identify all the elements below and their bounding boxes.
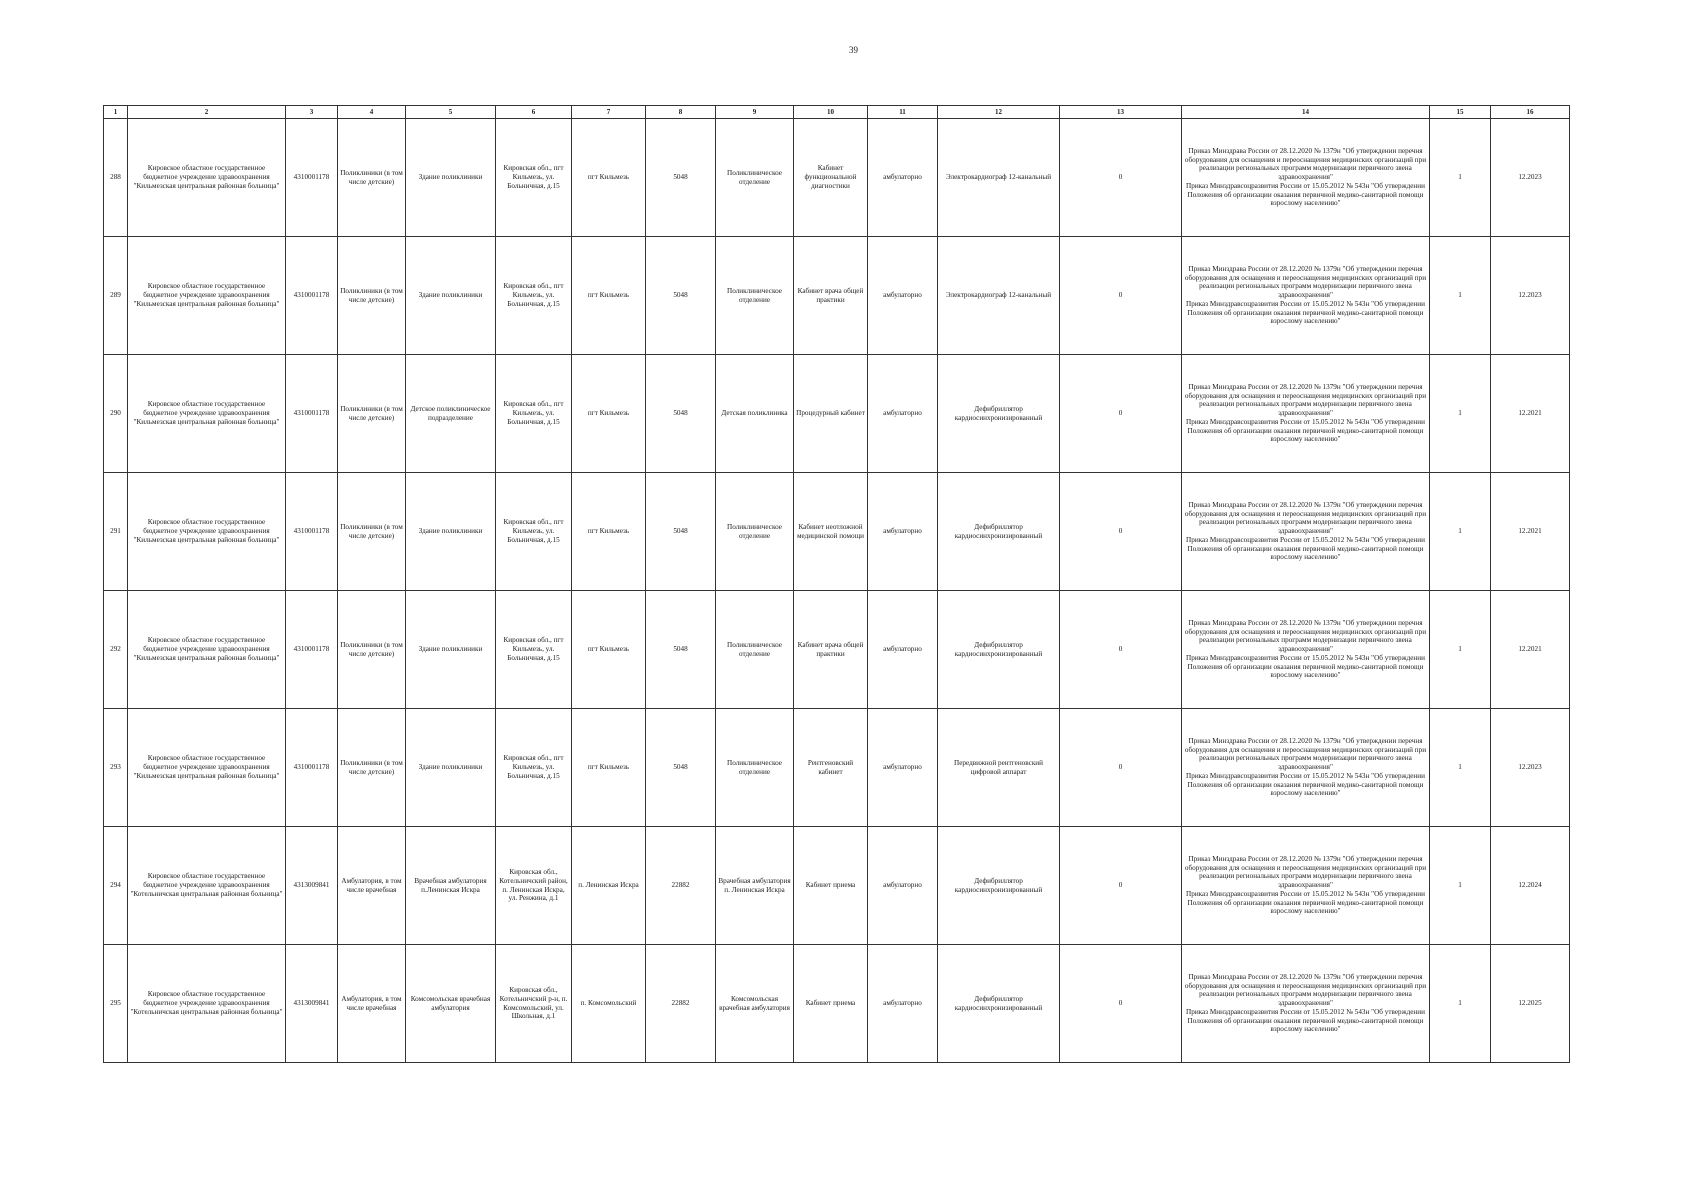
column-header-13: 13 <box>1060 106 1182 119</box>
department: Комсомольская врачебная амбулатория <box>716 945 794 1063</box>
delivery-date: 12.2023 <box>1491 709 1570 827</box>
delivery-date: 12.2023 <box>1491 119 1570 237</box>
equipment-name: Дефибриллятор кардиосинхронизированный <box>938 355 1060 473</box>
row-number: 291 <box>104 473 128 591</box>
facility-type: Поликлиники (в том числе детские) <box>338 591 406 709</box>
column-header-2: 2 <box>128 106 286 119</box>
inn-code: 4310001178 <box>286 709 338 827</box>
quantity: 1 <box>1430 355 1491 473</box>
facility-type: Поликлиники (в том числе детские) <box>338 119 406 237</box>
room: Кабинет врача общей практики <box>794 591 868 709</box>
legal-basis: Приказ Минздрава России от 28.12.2020 № 1379н "Об утверждении перечня оборудования для оснащения и переоснащения медицинских организаций при реализации региональных программ модернизации первичного звена здравоохранения" Приказ Минздравсоцразвития России от 15.05.2012 № 543н "Об утверждении Положения об организации оказания первичной медико-санитарной помощи взрослому населению" <box>1182 827 1430 945</box>
column-header-14: 14 <box>1182 106 1430 119</box>
building-name: Детское поликлиническое подразделение <box>406 355 496 473</box>
row-number: 292 <box>104 591 128 709</box>
header-row <box>104 106 1570 119</box>
settlement: пгт Кильмезь <box>572 709 646 827</box>
equipment-name: Электрокардиограф 12-канальный <box>938 237 1060 355</box>
quantity: 1 <box>1430 119 1491 237</box>
delivery-date: 12.2021 <box>1491 473 1570 591</box>
care-mode: амбулаторно <box>868 945 938 1063</box>
row-number: 294 <box>104 827 128 945</box>
equipment-name: Передвижной рентгеновский цифровой аппарат <box>938 709 1060 827</box>
table-row <box>104 827 1570 945</box>
legal-basis: Приказ Минздрава России от 28.12.2020 № 1379н "Об утверждении перечня оборудования для оснащения и переоснащения медицинских организаций при реализации региональных программ модернизации первичного звена здравоохранения" Приказ Минздравсоцразвития России от 15.05.2012 № 543н "Об утверждении Положения об организации оказания первичной медико-санитарной помощи взрослому населению" <box>1182 237 1430 355</box>
department: Детская поликлиника <box>716 355 794 473</box>
organization-name: Кировское областное государственное бюджетное учреждение здравоохранения "Кильмезская центральная районная больница" <box>128 709 286 827</box>
department: Поликлиническое отделение <box>716 709 794 827</box>
column-header-9: 9 <box>716 106 794 119</box>
building-name: Здание поликлиники <box>406 709 496 827</box>
column-header-11: 11 <box>868 106 938 119</box>
row-number: 295 <box>104 945 128 1063</box>
column-header-8: 8 <box>646 106 716 119</box>
population: 22882 <box>646 945 716 1063</box>
population: 5048 <box>646 591 716 709</box>
organization-name: Кировское областное государственное бюджетное учреждение здравоохранения "Кильмезская центральная районная больница" <box>128 591 286 709</box>
column-header-5: 5 <box>406 106 496 119</box>
quantity: 1 <box>1430 827 1491 945</box>
legal-basis: Приказ Минздрава России от 28.12.2020 № 1379н "Об утверждении перечня оборудования для оснащения и переоснащения медицинских организаций при реализации региональных программ модернизации первичного звена здравоохранения" Приказ Минздравсоцразвития России от 15.05.2012 № 543н "Об утверждении Положения об организации оказания первичной медико-санитарной помощи взрослому населению" <box>1182 709 1430 827</box>
available-count: 0 <box>1060 591 1182 709</box>
row-number: 293 <box>104 709 128 827</box>
row-number: 290 <box>104 355 128 473</box>
available-count: 0 <box>1060 119 1182 237</box>
department: Поликлиническое отделение <box>716 237 794 355</box>
quantity: 1 <box>1430 591 1491 709</box>
building-name: Здание поликлиники <box>406 473 496 591</box>
table-row <box>104 473 1570 591</box>
inn-code: 4310001178 <box>286 237 338 355</box>
room: Кабинет функциональной диагностики <box>794 119 868 237</box>
care-mode: амбулаторно <box>868 119 938 237</box>
row-number: 288 <box>104 119 128 237</box>
available-count: 0 <box>1060 355 1182 473</box>
column-header-15: 15 <box>1430 106 1491 119</box>
facility-type: Поликлиники (в том числе детские) <box>338 473 406 591</box>
settlement: пгт Кильмезь <box>572 591 646 709</box>
address: Кировская обл., Котельничский район, п. Ленинская Искра, ул. Ренжина, д.1 <box>496 827 572 945</box>
inn-code: 4313009841 <box>286 827 338 945</box>
column-header-6: 6 <box>496 106 572 119</box>
department: Поликлиническое отделение <box>716 119 794 237</box>
available-count: 0 <box>1060 827 1182 945</box>
quantity: 1 <box>1430 237 1491 355</box>
address: Кировская обл., пгт Кильмезь, ул. Больничная, д.15 <box>496 473 572 591</box>
table-row <box>104 237 1570 355</box>
facility-type: Амбулатория, в том числе врачебная <box>338 827 406 945</box>
facility-type: Поликлиники (в том числе детские) <box>338 355 406 473</box>
available-count: 0 <box>1060 709 1182 827</box>
equipment-table <box>103 105 1570 1063</box>
building-name: Врачебная амбулатория п.Ленинская Искра <box>406 827 496 945</box>
inn-code: 4313009841 <box>286 945 338 1063</box>
organization-name: Кировское областное государственное бюджетное учреждение здравоохранения "Котельничская центральная районная больница" <box>128 827 286 945</box>
quantity: 1 <box>1430 709 1491 827</box>
building-name: Комсомольская врачебная амбулатория <box>406 945 496 1063</box>
equipment-name: Дефибриллятор кардиосинхронизированный <box>938 591 1060 709</box>
room: Процедурный кабинет <box>794 355 868 473</box>
settlement: п. Комсомольский <box>572 945 646 1063</box>
room: Кабинет приема <box>794 827 868 945</box>
address: Кировская обл., пгт Кильмезь, ул. Больничная, д.15 <box>496 709 572 827</box>
care-mode: амбулаторно <box>868 473 938 591</box>
room: Кабинет приема <box>794 945 868 1063</box>
care-mode: амбулаторно <box>868 591 938 709</box>
building-name: Здание поликлиники <box>406 591 496 709</box>
settlement: п. Ленинская Искра <box>572 827 646 945</box>
legal-basis: Приказ Минздрава России от 28.12.2020 № 1379н "Об утверждении перечня оборудования для оснащения и переоснащения медицинских организаций при реализации региональных программ модернизации первичного звена здравоохранения" Приказ Минздравсоцразвития России от 15.05.2012 № 543н "Об утверждении Положения об организации оказания первичной медико-санитарной помощи взрослому населению" <box>1182 945 1430 1063</box>
care-mode: амбулаторно <box>868 355 938 473</box>
population: 5048 <box>646 237 716 355</box>
equipment-name: Дефибриллятор кардиосинхронизированный <box>938 945 1060 1063</box>
inn-code: 4310001178 <box>286 119 338 237</box>
legal-basis: Приказ Минздрава России от 28.12.2020 № 1379н "Об утверждении перечня оборудования для оснащения и переоснащения медицинских организаций при реализации региональных программ модернизации первичного звена здравоохранения" Приказ Минздравсоцразвития России от 15.05.2012 № 543н "Об утверждении Положения об организации оказания первичной медико-санитарной помощи взрослому населению" <box>1182 473 1430 591</box>
column-header-12: 12 <box>938 106 1060 119</box>
population: 5048 <box>646 119 716 237</box>
table-row <box>104 119 1570 237</box>
equipment-name: Дефибриллятор кардиосинхронизированный <box>938 473 1060 591</box>
available-count: 0 <box>1060 237 1182 355</box>
organization-name: Кировское областное государственное бюджетное учреждение здравоохранения "Кильмезская центральная районная больница" <box>128 355 286 473</box>
building-name: Здание поликлиники <box>406 119 496 237</box>
inn-code: 4310001178 <box>286 473 338 591</box>
population: 5048 <box>646 709 716 827</box>
column-header-4: 4 <box>338 106 406 119</box>
care-mode: амбулаторно <box>868 709 938 827</box>
table-row <box>104 709 1570 827</box>
available-count: 0 <box>1060 473 1182 591</box>
delivery-date: 12.2025 <box>1491 945 1570 1063</box>
settlement: пгт Кильмезь <box>572 119 646 237</box>
population: 5048 <box>646 473 716 591</box>
equipment-name: Электрокардиограф 12-канальный <box>938 119 1060 237</box>
delivery-date: 12.2021 <box>1491 355 1570 473</box>
care-mode: амбулаторно <box>868 237 938 355</box>
column-header-3: 3 <box>286 106 338 119</box>
quantity: 1 <box>1430 945 1491 1063</box>
building-name: Здание поликлиники <box>406 237 496 355</box>
delivery-date: 12.2023 <box>1491 237 1570 355</box>
room: Кабинет неотложной медицинской помощи <box>794 473 868 591</box>
room: Рентгеновский кабинет <box>794 709 868 827</box>
room: Кабинет врача общей практики <box>794 237 868 355</box>
legal-basis: Приказ Минздрава России от 28.12.2020 № 1379н "Об утверждении перечня оборудования для оснащения и переоснащения медицинских организаций при реализации региональных программ модернизации первичного звена здравоохранения" Приказ Минздравсоцразвития России от 15.05.2012 № 543н "Об утверждении Положения об организации оказания первичной медико-санитарной помощи взрослому населению" <box>1182 119 1430 237</box>
facility-type: Амбулатория, в том числе врачебная <box>338 945 406 1063</box>
inn-code: 4310001178 <box>286 355 338 473</box>
legal-basis: Приказ Минздрава России от 28.12.2020 № 1379н "Об утверждении перечня оборудования для оснащения и переоснащения медицинских организаций при реализации региональных программ модернизации первичного звена здравоохранения" Приказ Минздравсоцразвития России от 15.05.2012 № 543н "Об утверждении Положения об организации оказания первичной медико-санитарной помощи взрослому населению" <box>1182 591 1430 709</box>
organization-name: Кировское областное государственное бюджетное учреждение здравоохранения "Кильмезская центральная районная больница" <box>128 119 286 237</box>
population: 22882 <box>646 827 716 945</box>
organization-name: Кировское областное государственное бюджетное учреждение здравоохранения "Кильмезская центральная районная больница" <box>128 473 286 591</box>
column-header-1: 1 <box>104 106 128 119</box>
address: Кировская обл., пгт Кильмезь, ул. Больничная, д.15 <box>496 119 572 237</box>
table-row <box>104 355 1570 473</box>
table-row <box>104 591 1570 709</box>
address: Кировская обл., Котельничский р-н, п. Комсомольский, ул. Школьная, д.1 <box>496 945 572 1063</box>
delivery-date: 12.2024 <box>1491 827 1570 945</box>
facility-type: Поликлиники (в том числе детские) <box>338 709 406 827</box>
page-number: 39 <box>849 45 858 55</box>
quantity: 1 <box>1430 473 1491 591</box>
equipment-name: Дефибриллятор кардиосинхронизированный <box>938 827 1060 945</box>
department: Поликлиническое отделение <box>716 591 794 709</box>
organization-name: Кировское областное государственное бюджетное учреждение здравоохранения "Кильмезская центральная районная больница" <box>128 237 286 355</box>
delivery-date: 12.2021 <box>1491 591 1570 709</box>
legal-basis: Приказ Минздрава России от 28.12.2020 № 1379н "Об утверждении перечня оборудования для оснащения и переоснащения медицинских организаций при реализации региональных программ модернизации первичного звена здравоохранения" Приказ Минздравсоцразвития России от 15.05.2012 № 543н "Об утверждении Положения об организации оказания первичной медико-санитарной помощи взрослому населению" <box>1182 355 1430 473</box>
column-header-16: 16 <box>1491 106 1570 119</box>
address: Кировская обл., пгт Кильмезь, ул. Больничная, д.15 <box>496 237 572 355</box>
population: 5048 <box>646 355 716 473</box>
available-count: 0 <box>1060 945 1182 1063</box>
settlement: пгт Кильмезь <box>572 355 646 473</box>
settlement: пгт Кильмезь <box>572 473 646 591</box>
address: Кировская обл., пгт Кильмезь, ул. Больничная, д.15 <box>496 355 572 473</box>
facility-type: Поликлиники (в том числе детские) <box>338 237 406 355</box>
table-row <box>104 945 1570 1063</box>
column-header-7: 7 <box>572 106 646 119</box>
row-number: 289 <box>104 237 128 355</box>
inn-code: 4310001178 <box>286 591 338 709</box>
column-header-10: 10 <box>794 106 868 119</box>
address: Кировская обл., пгт Кильмезь, ул. Больничная, д.15 <box>496 591 572 709</box>
department: Поликлиническое отделение <box>716 473 794 591</box>
department: Врачебная амбулатория п. Ленинская Искра <box>716 827 794 945</box>
settlement: пгт Кильмезь <box>572 237 646 355</box>
organization-name: Кировское областное государственное бюджетное учреждение здравоохранения "Котельничская центральная районная больница" <box>128 945 286 1063</box>
care-mode: амбулаторно <box>868 827 938 945</box>
